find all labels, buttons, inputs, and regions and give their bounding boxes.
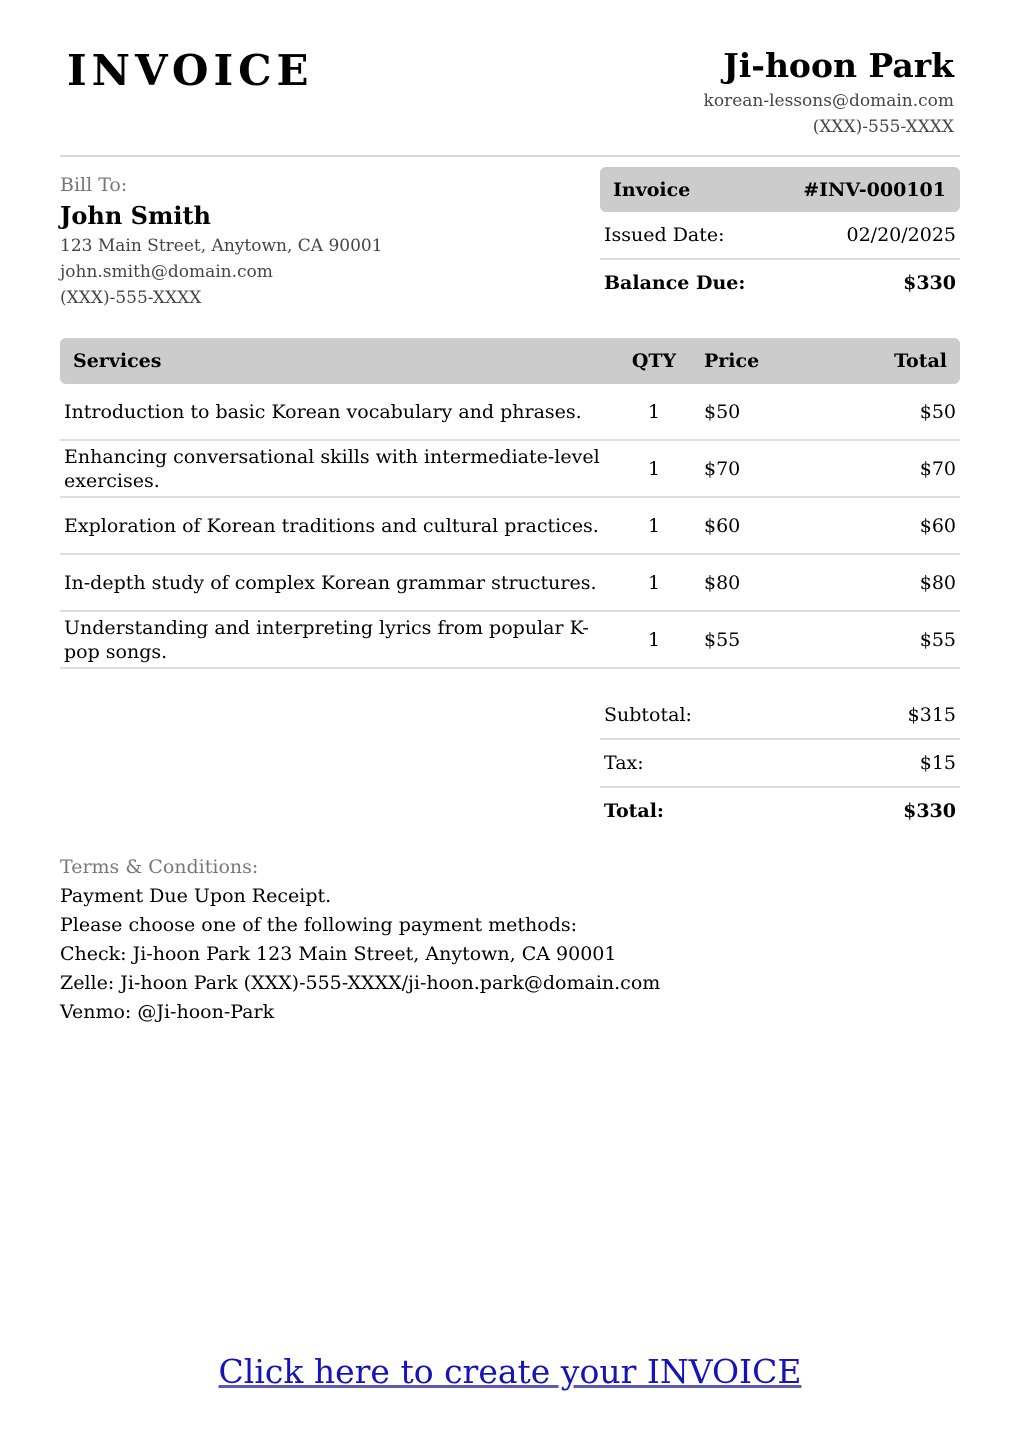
client-name: John Smith [60,201,211,230]
terms-line: Venmo: @Ji-hoon-Park [60,1001,275,1023]
invoice-info [60,157,960,337]
service-qty: 1 [604,612,704,669]
service-total: $55 [814,612,960,669]
service-total: $80 [814,555,960,612]
invoice-page [60,0,960,1023]
subtotal-value: $315 [907,704,956,726]
client-email: john.smith@domain.com [60,262,273,282]
subtotal-row [600,692,960,740]
balance-due-row [600,260,960,306]
cta-container [0,1352,1020,1391]
issued-date-label: Issued Date: [604,224,725,246]
tax-label: Tax: [604,752,644,774]
service-price: $50 [704,384,814,441]
column-price: Price [704,338,814,384]
total-label: Total: [604,800,664,822]
sender-email: korean-lessons@domain.com [703,91,954,111]
column-services: Services [60,338,604,384]
invoice-title: INVOICE [67,46,314,95]
table-row [60,555,960,612]
service-description: Introduction to basic Korean vocabulary and phrases. [60,384,604,441]
column-qty: QTY [604,338,704,384]
service-qty: 1 [604,498,704,555]
invoice-number: #INV-000101 [803,178,946,201]
services-table [60,338,960,669]
service-total: $50 [814,384,960,441]
table-row [60,384,960,441]
sender-name: Ji-hoon Park [723,46,954,85]
service-description: Enhancing conversational skills with intermediate-level exercises. [60,441,604,498]
tax-row [600,740,960,788]
service-total: $70 [814,441,960,498]
terms-section [60,852,660,1027]
terms-line: Please choose one of the following payment methods: [60,914,578,936]
table-row [60,441,960,498]
bill-to-label: Bill To: [60,174,128,196]
client-phone: (XXX)-555-XXXX [60,288,202,308]
service-qty: 1 [604,555,704,612]
subtotal-label: Subtotal: [604,704,692,726]
issued-date-row [600,212,960,260]
client-address: 123 Main Street, Anytown, CA 90001 [60,236,383,256]
table-header-row [60,338,960,384]
total-value: $330 [903,800,956,822]
balance-due-label: Balance Due: [604,272,746,294]
sender-info [704,44,954,140]
service-price: $55 [704,612,814,669]
invoice-meta [600,167,960,306]
issued-date-value: 02/20/2025 [846,224,956,246]
total-row [600,788,960,834]
service-price: $70 [704,441,814,498]
table-row [60,612,960,669]
service-qty: 1 [604,441,704,498]
totals-summary [600,692,960,834]
service-description: In-depth study of complex Korean grammar structures. [60,555,604,612]
terms-line: Payment Due Upon Receipt. [60,885,332,907]
service-total: $60 [814,498,960,555]
table-row [60,498,960,555]
create-invoice-link[interactable]: Click here to create your INVOICE [218,1352,802,1391]
invoice-number-header [600,167,960,212]
invoice-label: Invoice [613,178,691,201]
sender-phone: (XXX)-555-XXXX [812,117,954,137]
terms-line: Check: Ji-hoon Park 123 Main Street, Anytown, CA 90001 [60,943,617,965]
invoice-header [60,0,960,157]
terms-line: Zelle: Ji-hoon Park (XXX)-555-XXXX/ji-hoon.park@domain.com [60,972,661,994]
balance-due-value: $330 [903,272,956,294]
bill-to-block [60,171,383,311]
service-price: $60 [704,498,814,555]
service-qty: 1 [604,384,704,441]
service-price: $80 [704,555,814,612]
terms-label: Terms & Conditions: [60,856,259,878]
service-description: Understanding and interpreting lyrics from popular K-pop songs. [60,612,604,669]
column-total: Total [814,338,960,384]
tax-value: $15 [919,752,956,774]
service-description: Exploration of Korean traditions and cultural practices. [60,498,604,555]
